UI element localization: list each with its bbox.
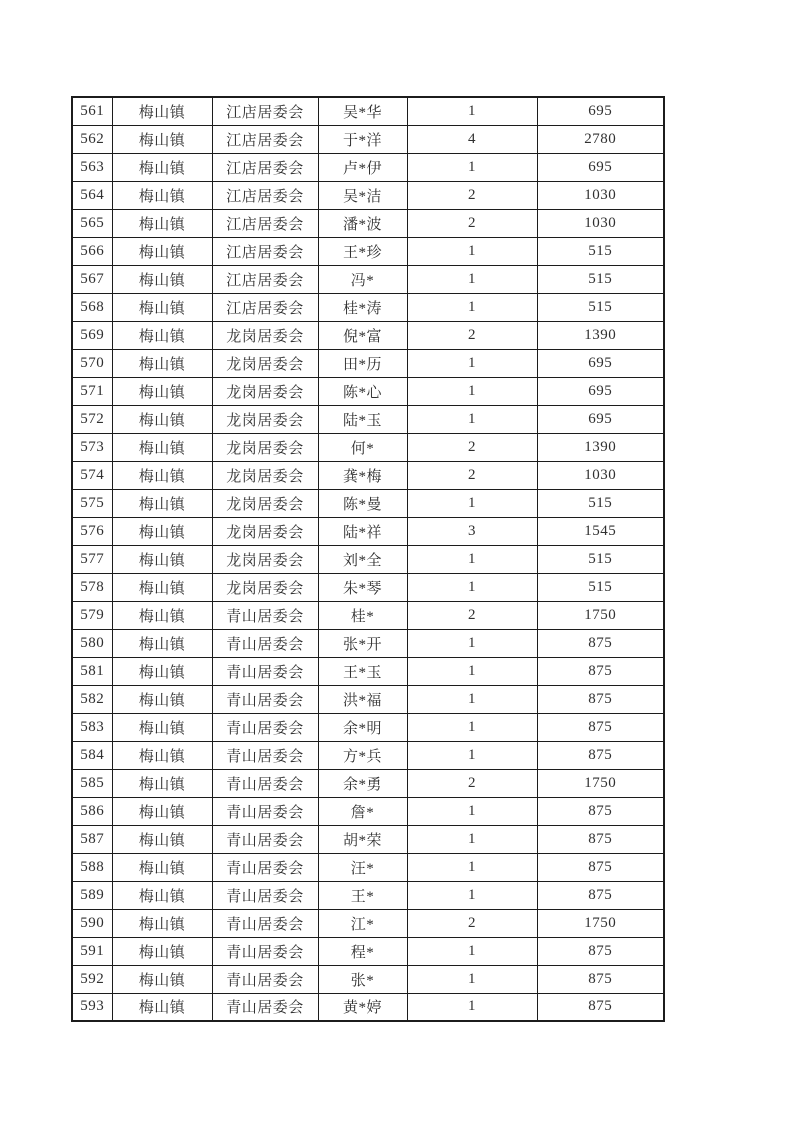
town-cell: 梅山镇	[112, 797, 212, 825]
table-row	[72, 881, 664, 909]
count-cell: 1	[407, 405, 537, 433]
table-row	[72, 517, 664, 545]
table-row	[72, 601, 664, 629]
residents-committee-cell: 青山居委会	[212, 909, 318, 937]
person-name-cell: 余*明	[318, 713, 407, 741]
table-row	[72, 573, 664, 601]
residents-committee-cell: 江店居委会	[212, 125, 318, 153]
row-number-cell: 588	[72, 853, 112, 881]
amount-cell: 875	[537, 853, 664, 881]
residents-committee-cell: 青山居委会	[212, 601, 318, 629]
row-number-cell: 563	[72, 153, 112, 181]
person-name-cell: 詹*	[318, 797, 407, 825]
town-cell: 梅山镇	[112, 97, 212, 125]
table-row	[72, 153, 664, 181]
amount-cell: 695	[537, 349, 664, 377]
town-cell: 梅山镇	[112, 321, 212, 349]
table-row	[72, 125, 664, 153]
row-number-cell: 562	[72, 125, 112, 153]
person-name-cell: 田*历	[318, 349, 407, 377]
amount-cell: 1390	[537, 321, 664, 349]
row-number-cell: 591	[72, 937, 112, 965]
table-row	[72, 993, 664, 1021]
table-row	[72, 965, 664, 993]
count-cell: 1	[407, 713, 537, 741]
residents-committee-cell: 青山居委会	[212, 937, 318, 965]
town-cell: 梅山镇	[112, 153, 212, 181]
count-cell: 1	[407, 377, 537, 405]
person-name-cell: 陆*祥	[318, 517, 407, 545]
residents-committee-cell: 龙岗居委会	[212, 377, 318, 405]
amount-cell: 875	[537, 937, 664, 965]
amount-cell: 875	[537, 713, 664, 741]
count-cell: 1	[407, 657, 537, 685]
count-cell: 1	[407, 937, 537, 965]
amount-cell: 875	[537, 629, 664, 657]
person-name-cell: 陈*曼	[318, 489, 407, 517]
person-name-cell: 何*	[318, 433, 407, 461]
residents-committee-cell: 青山居委会	[212, 657, 318, 685]
person-name-cell: 朱*琴	[318, 573, 407, 601]
residents-committee-cell: 青山居委会	[212, 769, 318, 797]
residents-committee-cell: 龙岗居委会	[212, 405, 318, 433]
amount-cell: 875	[537, 657, 664, 685]
amount-cell: 1030	[537, 461, 664, 489]
table-row	[72, 405, 664, 433]
residents-committee-cell: 江店居委会	[212, 265, 318, 293]
residents-committee-cell: 江店居委会	[212, 181, 318, 209]
amount-cell: 515	[537, 293, 664, 321]
row-number-cell: 568	[72, 293, 112, 321]
town-cell: 梅山镇	[112, 405, 212, 433]
person-name-cell: 陆*玉	[318, 405, 407, 433]
table-row	[72, 713, 664, 741]
count-cell: 1	[407, 993, 537, 1021]
town-cell: 梅山镇	[112, 965, 212, 993]
row-number-cell: 580	[72, 629, 112, 657]
town-cell: 梅山镇	[112, 629, 212, 657]
row-number-cell: 589	[72, 881, 112, 909]
amount-cell: 875	[537, 797, 664, 825]
table-row	[72, 321, 664, 349]
residents-committee-cell: 青山居委会	[212, 797, 318, 825]
row-number-cell: 592	[72, 965, 112, 993]
residents-committee-cell: 江店居委会	[212, 153, 318, 181]
town-cell: 梅山镇	[112, 125, 212, 153]
residents-committee-cell: 青山居委会	[212, 881, 318, 909]
residents-committee-cell: 青山居委会	[212, 713, 318, 741]
table-row	[72, 657, 664, 685]
residents-committee-cell: 青山居委会	[212, 993, 318, 1021]
amount-cell: 1750	[537, 769, 664, 797]
person-name-cell: 桂*涛	[318, 293, 407, 321]
amount-cell: 515	[537, 489, 664, 517]
count-cell: 2	[407, 601, 537, 629]
town-cell: 梅山镇	[112, 769, 212, 797]
row-number-cell: 578	[72, 573, 112, 601]
amount-cell: 1030	[537, 209, 664, 237]
person-name-cell: 倪*富	[318, 321, 407, 349]
residents-committee-cell: 青山居委会	[212, 965, 318, 993]
residents-committee-cell: 青山居委会	[212, 685, 318, 713]
count-cell: 1	[407, 545, 537, 573]
row-number-cell: 583	[72, 713, 112, 741]
row-number-cell: 566	[72, 237, 112, 265]
count-cell: 1	[407, 881, 537, 909]
person-name-cell: 刘*全	[318, 545, 407, 573]
residents-committee-cell: 青山居委会	[212, 853, 318, 881]
amount-cell: 875	[537, 685, 664, 713]
town-cell: 梅山镇	[112, 573, 212, 601]
table-row	[72, 349, 664, 377]
count-cell: 1	[407, 489, 537, 517]
table-row	[72, 825, 664, 853]
residents-committee-cell: 龙岗居委会	[212, 433, 318, 461]
amount-cell: 695	[537, 97, 664, 125]
count-cell: 4	[407, 125, 537, 153]
amount-cell: 2780	[537, 125, 664, 153]
table-row	[72, 433, 664, 461]
town-cell: 梅山镇	[112, 937, 212, 965]
subsidy-table-body	[72, 97, 664, 1021]
count-cell: 1	[407, 629, 537, 657]
person-name-cell: 张*	[318, 965, 407, 993]
row-number-cell: 565	[72, 209, 112, 237]
residents-committee-cell: 江店居委会	[212, 293, 318, 321]
row-number-cell: 586	[72, 797, 112, 825]
town-cell: 梅山镇	[112, 265, 212, 293]
count-cell: 1	[407, 265, 537, 293]
town-cell: 梅山镇	[112, 517, 212, 545]
person-name-cell: 洪*福	[318, 685, 407, 713]
person-name-cell: 吴*华	[318, 97, 407, 125]
town-cell: 梅山镇	[112, 825, 212, 853]
person-name-cell: 黄*婷	[318, 993, 407, 1021]
amount-cell: 695	[537, 153, 664, 181]
row-number-cell: 574	[72, 461, 112, 489]
amount-cell: 515	[537, 237, 664, 265]
count-cell: 1	[407, 293, 537, 321]
town-cell: 梅山镇	[112, 713, 212, 741]
row-number-cell: 579	[72, 601, 112, 629]
person-name-cell: 陈*心	[318, 377, 407, 405]
count-cell: 1	[407, 153, 537, 181]
amount-cell: 695	[537, 377, 664, 405]
residents-committee-cell: 龙岗居委会	[212, 321, 318, 349]
residents-committee-cell: 龙岗居委会	[212, 545, 318, 573]
amount-cell: 1030	[537, 181, 664, 209]
count-cell: 1	[407, 741, 537, 769]
person-name-cell: 王*玉	[318, 657, 407, 685]
person-name-cell: 龚*梅	[318, 461, 407, 489]
town-cell: 梅山镇	[112, 657, 212, 685]
town-cell: 梅山镇	[112, 909, 212, 937]
count-cell: 1	[407, 825, 537, 853]
count-cell: 1	[407, 853, 537, 881]
amount-cell: 695	[537, 405, 664, 433]
town-cell: 梅山镇	[112, 853, 212, 881]
person-name-cell: 张*开	[318, 629, 407, 657]
count-cell: 1	[407, 797, 537, 825]
person-name-cell: 于*洋	[318, 125, 407, 153]
count-cell: 1	[407, 573, 537, 601]
residents-committee-cell: 龙岗居委会	[212, 517, 318, 545]
residents-committee-cell: 青山居委会	[212, 741, 318, 769]
residents-committee-cell: 江店居委会	[212, 97, 318, 125]
row-number-cell: 561	[72, 97, 112, 125]
table-row	[72, 629, 664, 657]
town-cell: 梅山镇	[112, 601, 212, 629]
residents-committee-cell: 龙岗居委会	[212, 461, 318, 489]
table-row	[72, 265, 664, 293]
amount-cell: 875	[537, 881, 664, 909]
table-row	[72, 797, 664, 825]
row-number-cell: 575	[72, 489, 112, 517]
town-cell: 梅山镇	[112, 181, 212, 209]
town-cell: 梅山镇	[112, 685, 212, 713]
person-name-cell: 汪*	[318, 853, 407, 881]
amount-cell: 1750	[537, 601, 664, 629]
town-cell: 梅山镇	[112, 881, 212, 909]
person-name-cell: 胡*荣	[318, 825, 407, 853]
town-cell: 梅山镇	[112, 489, 212, 517]
amount-cell: 875	[537, 993, 664, 1021]
table-row	[72, 237, 664, 265]
person-name-cell: 潘*波	[318, 209, 407, 237]
amount-cell: 875	[537, 741, 664, 769]
amount-cell: 875	[537, 825, 664, 853]
table-row	[72, 97, 664, 125]
count-cell: 1	[407, 965, 537, 993]
amount-cell: 515	[537, 265, 664, 293]
row-number-cell: 582	[72, 685, 112, 713]
person-name-cell: 冯*	[318, 265, 407, 293]
row-number-cell: 570	[72, 349, 112, 377]
row-number-cell: 564	[72, 181, 112, 209]
town-cell: 梅山镇	[112, 377, 212, 405]
count-cell: 1	[407, 685, 537, 713]
table-row	[72, 209, 664, 237]
table-row	[72, 461, 664, 489]
table-row	[72, 293, 664, 321]
table-row	[72, 685, 664, 713]
count-cell: 2	[407, 433, 537, 461]
town-cell: 梅山镇	[112, 349, 212, 377]
table-row	[72, 545, 664, 573]
person-name-cell: 王*珍	[318, 237, 407, 265]
table-row	[72, 377, 664, 405]
subsidy-table	[71, 96, 665, 1022]
residents-committee-cell: 青山居委会	[212, 629, 318, 657]
count-cell: 2	[407, 769, 537, 797]
person-name-cell: 王*	[318, 881, 407, 909]
amount-cell: 875	[537, 965, 664, 993]
row-number-cell: 587	[72, 825, 112, 853]
residents-committee-cell: 江店居委会	[212, 237, 318, 265]
town-cell: 梅山镇	[112, 237, 212, 265]
row-number-cell: 567	[72, 265, 112, 293]
town-cell: 梅山镇	[112, 433, 212, 461]
row-number-cell: 581	[72, 657, 112, 685]
person-name-cell: 余*勇	[318, 769, 407, 797]
row-number-cell: 576	[72, 517, 112, 545]
count-cell: 2	[407, 461, 537, 489]
row-number-cell: 573	[72, 433, 112, 461]
town-cell: 梅山镇	[112, 545, 212, 573]
row-number-cell: 569	[72, 321, 112, 349]
count-cell: 2	[407, 321, 537, 349]
person-name-cell: 江*	[318, 909, 407, 937]
town-cell: 梅山镇	[112, 209, 212, 237]
table-row	[72, 853, 664, 881]
person-name-cell: 卢*伊	[318, 153, 407, 181]
count-cell: 1	[407, 237, 537, 265]
amount-cell: 1545	[537, 517, 664, 545]
row-number-cell: 590	[72, 909, 112, 937]
table-row	[72, 489, 664, 517]
residents-committee-cell: 龙岗居委会	[212, 573, 318, 601]
row-number-cell: 584	[72, 741, 112, 769]
row-number-cell: 585	[72, 769, 112, 797]
row-number-cell: 593	[72, 993, 112, 1021]
town-cell: 梅山镇	[112, 461, 212, 489]
table-row	[72, 741, 664, 769]
person-name-cell: 吴*洁	[318, 181, 407, 209]
person-name-cell: 桂*	[318, 601, 407, 629]
count-cell: 2	[407, 209, 537, 237]
row-number-cell: 571	[72, 377, 112, 405]
table-row	[72, 769, 664, 797]
town-cell: 梅山镇	[112, 293, 212, 321]
residents-committee-cell: 龙岗居委会	[212, 489, 318, 517]
amount-cell: 1750	[537, 909, 664, 937]
person-name-cell: 程*	[318, 937, 407, 965]
town-cell: 梅山镇	[112, 741, 212, 769]
row-number-cell: 572	[72, 405, 112, 433]
amount-cell: 515	[537, 573, 664, 601]
count-cell: 2	[407, 909, 537, 937]
table-row	[72, 181, 664, 209]
count-cell: 2	[407, 181, 537, 209]
residents-committee-cell: 江店居委会	[212, 209, 318, 237]
residents-committee-cell: 青山居委会	[212, 825, 318, 853]
town-cell: 梅山镇	[112, 993, 212, 1021]
residents-committee-cell: 龙岗居委会	[212, 349, 318, 377]
count-cell: 3	[407, 517, 537, 545]
amount-cell: 1390	[537, 433, 664, 461]
person-name-cell: 方*兵	[318, 741, 407, 769]
count-cell: 1	[407, 97, 537, 125]
table-row	[72, 937, 664, 965]
count-cell: 1	[407, 349, 537, 377]
amount-cell: 515	[537, 545, 664, 573]
table-row	[72, 909, 664, 937]
row-number-cell: 577	[72, 545, 112, 573]
